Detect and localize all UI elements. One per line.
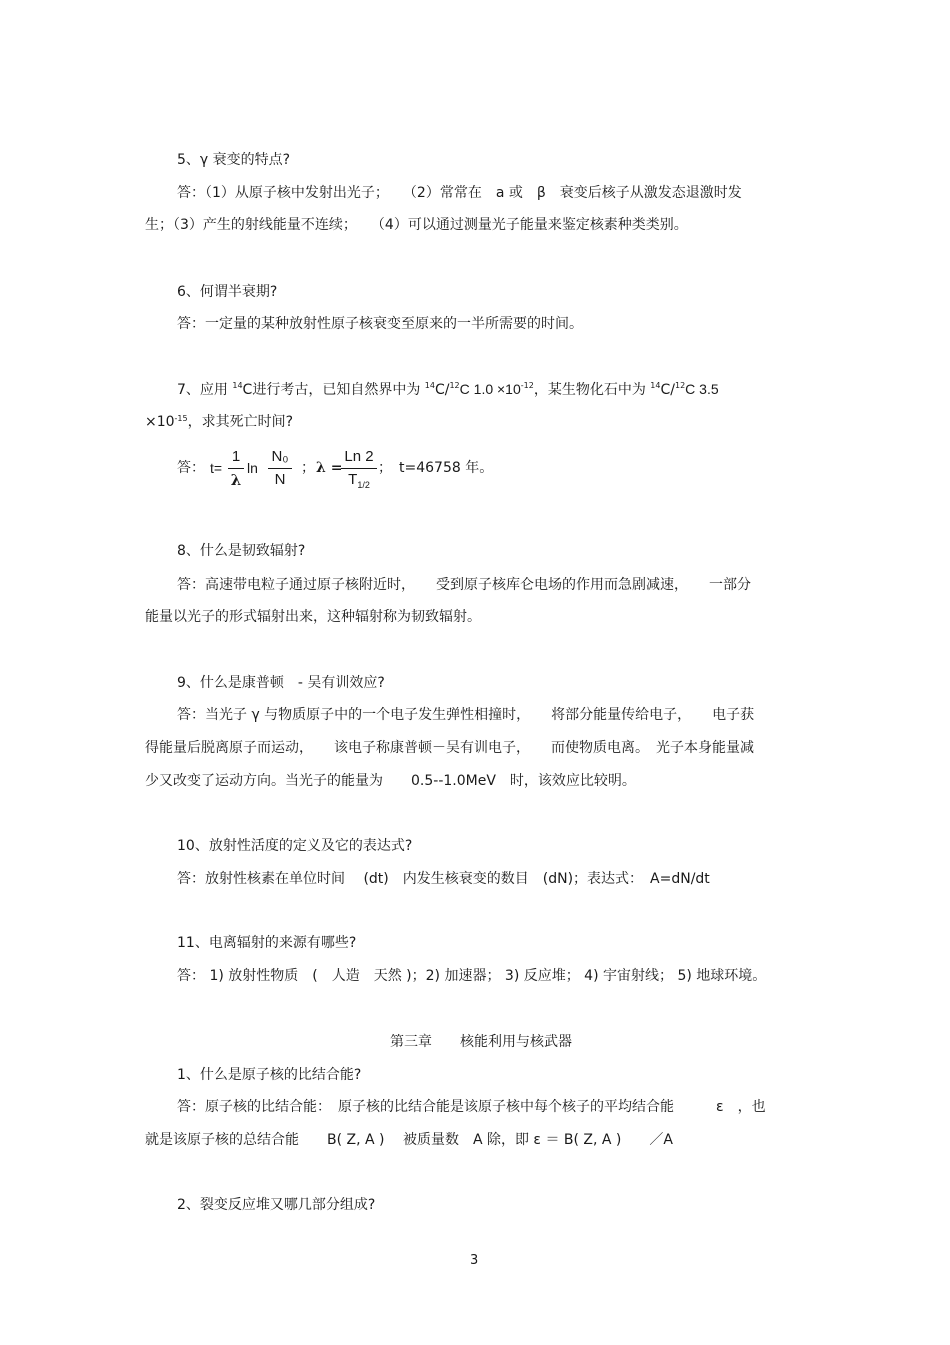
formula-t-eq: t= [210,460,223,476]
question-8: 8、什么是韧致辐射? [177,543,306,559]
answer-11-line-1: 答： 1) 放射性物质 ( 人造 天然 )；2) 加速器； 3) 反应堆； 4) 宇宙射线； 5) 地球环境。 [177,968,767,984]
answer-5-line-1: 答：（1）从原子核中发射出光子； （2）常常在 a 或 β 衰变后核子从激发态退激时发 [177,185,742,201]
answer-8-line-1: 答：高速带电粒子通过原子核附近时， 受到原子核库仑电场的作用而急剧减速， 一部分 [177,577,751,593]
fraction-n0-over-n: N₀ N [268,447,292,490]
question-6: 6、何谓半衰期? [177,284,278,300]
question-10: 10、放射性活度的定义及它的表达式? [177,838,413,854]
answer-5-line-2: 生；（3）产生的射线能量不连续； （4）可以通过测量光子能量来鉴定核素种类类别。 [145,217,688,233]
question-9: 9、什么是康普顿 - 吴有训效应? [177,675,385,691]
ch3-question-2: 2、裂变反应堆又哪几部分组成? [177,1197,376,1213]
answer-9-line-3: 少又改变了运动方向。当光子的能量为 0.5--1.0MeV 时，该效应比较明。 [145,773,636,789]
answer-10-line-1: 答：放射性核素在单位时间 (dt) 内发生核衰变的数目 (dN)；表达式： A=dN/dt [177,871,710,887]
answer-8-line-2: 能量以光子的形式辐射出来，这种辐射称为韧致辐射。 [145,609,481,625]
answer-7-prefix: 答： [177,460,205,476]
formula-ln: ln [247,460,258,476]
chapter-heading: 第三章 核能利用与核武器 [390,1034,572,1050]
question-5: 5、γ 衰变的特点? [177,152,291,168]
ch3-answer-1-line-1: 答：原子核的比结合能： 原子核的比结合能是该原子核中每个核子的平均结合能 ε ，也 [177,1099,766,1115]
question-7-line-2: $\times 10^{-15}$，求其死亡时间? [145,414,294,430]
formula-lambda-eq: λ = [316,460,343,476]
answer-9-line-2: 得能量后脱离原子而运动， 该电子称康普顿－吴有训电子， 而使物质电离。 光子本身能量减 [145,740,754,756]
ch3-question-1: 1、什么是原子核的比结合能? [177,1067,362,1083]
answer-7-result: ； t=46758 年。 [378,460,494,476]
ch3-answer-1-line-2: 就是该原子核的总结合能 B( Z, A ) 被质量数 A 除，即 ε ＝ B( Z, A ) ／A [145,1132,673,1148]
fraction-ln2-over-t-half: Ln 2 $T_{1/2}$ [341,447,377,495]
fraction-1-over-lambda: 1 λ [228,447,244,490]
answer-6-line-1: 答：一定量的某种放射性原子核衰变至原来的一半所需要的时间。 [177,316,583,332]
question-7-line-1: 7、应用 $^{14}$C进行考古，已知自然界中为 $^{14}$C/$^{12}$C $1.0 \times 10^{-12}$，某生物化石中为 $^{14}$C/$^{12}$C 3.5 [177,381,719,398]
page-number: 3 [470,1253,479,1268]
question-11: 11、电离辐射的来源有哪些? [177,935,357,951]
answer-9-line-1: 答：当光子 γ 与物质原子中的一个电子发生弹性相撞时， 将部分能量传给电子， 电子获 [177,707,755,723]
formula-separator: ； [301,460,315,476]
